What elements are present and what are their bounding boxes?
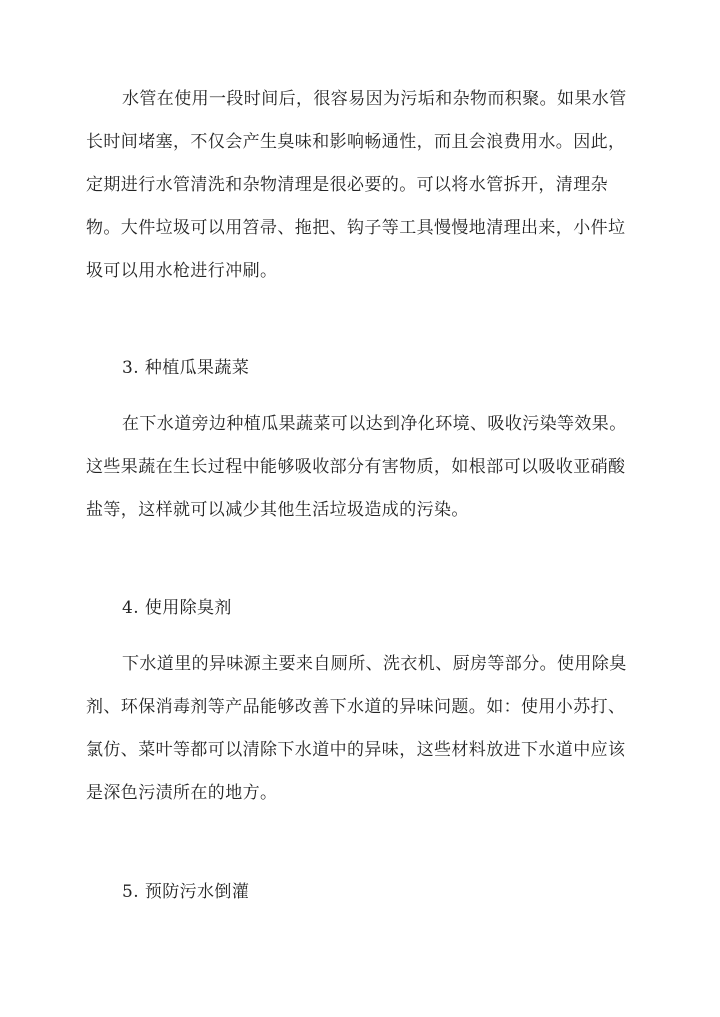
paragraph-text: 下水道里的异味源主要来自厕所、洗衣机、厨房等部分。使用除臭剂、环保消毒剂等产品能够改善下水道的异味问题。如：使用小苏打、氯仿、菜叶等都可以清除下水道中的异味，这些材料放进下水道中应该是深色污渍所在的地方。 (86, 654, 627, 803)
section-heading-4: 4. 使用除臭剂 (122, 598, 232, 618)
section-heading-5: 5. 预防污水倒灌 (122, 882, 250, 902)
paragraph-plant-vegetables (86, 403, 634, 532)
paragraph-pipe-cleaning (86, 78, 634, 293)
paragraph-deodorant (86, 643, 634, 815)
section-heading-3: 3. 种植瓜果蔬菜 (122, 358, 250, 378)
paragraph-text: 水管在使用一段时间后，很容易因为污垢和杂物而积聚。如果水管长时间堵塞，不仅会产生臭味和影响畅通性，而且会浪费用水。因此，定期进行水管清洗和杂物清理是很必要的。可以将水管拆开，清理杂物。大件垃圾可以用笤帚、拖把、钩子等工具慢慢地清理出来，小件垃圾可以用水枪进行冲刷。 (86, 89, 627, 281)
paragraph-text: 在下水道旁边种植瓜果蔬菜可以达到净化环境、吸收污染等效果。这些果蔬在生长过程中能够吸收部分有害物质，如根部可以吸收亚硝酸盐等，这样就可以减少其他生活垃圾造成的污染。 (86, 414, 627, 520)
